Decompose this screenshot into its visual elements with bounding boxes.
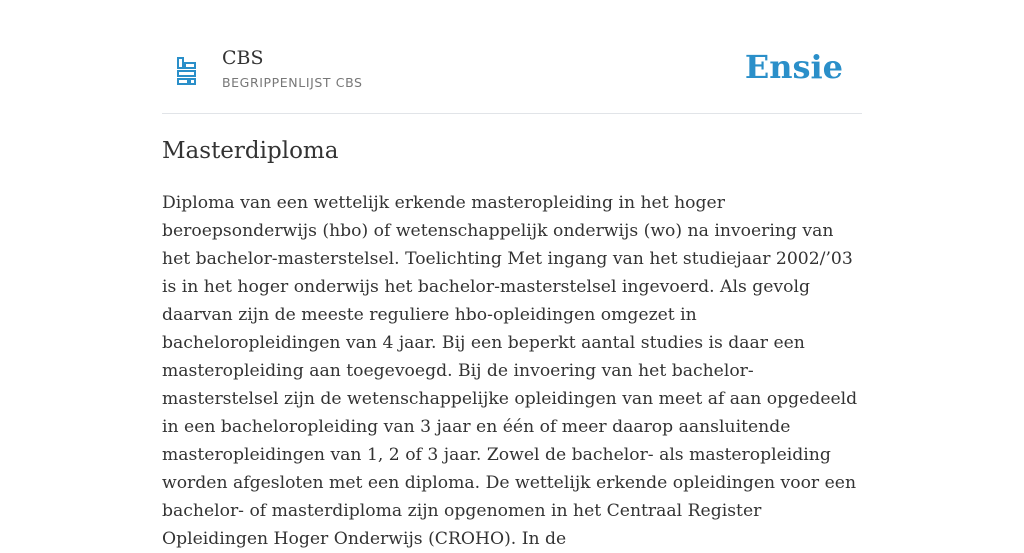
ensie-logo[interactable]: Ensie [744, 48, 843, 86]
publisher-subtitle[interactable]: BEGRIPPENLIJST CBS [222, 75, 363, 90]
page-container [162, 0, 862, 549]
publisher-name[interactable]: CBS [222, 47, 264, 69]
cbs-logo-icon[interactable] [176, 55, 198, 87]
header [162, 0, 862, 114]
page-title: Masterdiploma [162, 138, 339, 164]
definition-text: Diploma van een wettelijk erkende masteropleiding in het hoger beroepsonderwijs (hbo) of wetenschappelijk onderwijs (wo) na invoering van het bachelor-masterstelsel. Toelichting Met ingang van het studiejaar 2002/’03 is in het hoger onderwijs het bachelor-masterstelsel ingevoerd. Als gevolg daarvan zijn de meeste reguliere hbo-opleidingen omgezet in bacheloropleidingen van 4 jaar. Bij een beperkt aantal studies is daar een masteropleiding aan toegevoegd. Bij de invoering van het bachelor-masterstelsel zijn de wetenschappelijke opleidingen van meet af aan opgedeeld in een bacheloropleiding van 3 jaar en één of meer daarop aansluitende masteropleidingen van 1, 2 of 3 jaar. Zowel de bachelor- als masteropleiding worden afgesloten met een diploma. De wettelijk erkende opleidingen voor een bachelor- of masterdiploma zijn opgenomen in het Centraal Register Opleidingen Hoger Onderwijs (CROHO). In de [162, 193, 858, 549]
